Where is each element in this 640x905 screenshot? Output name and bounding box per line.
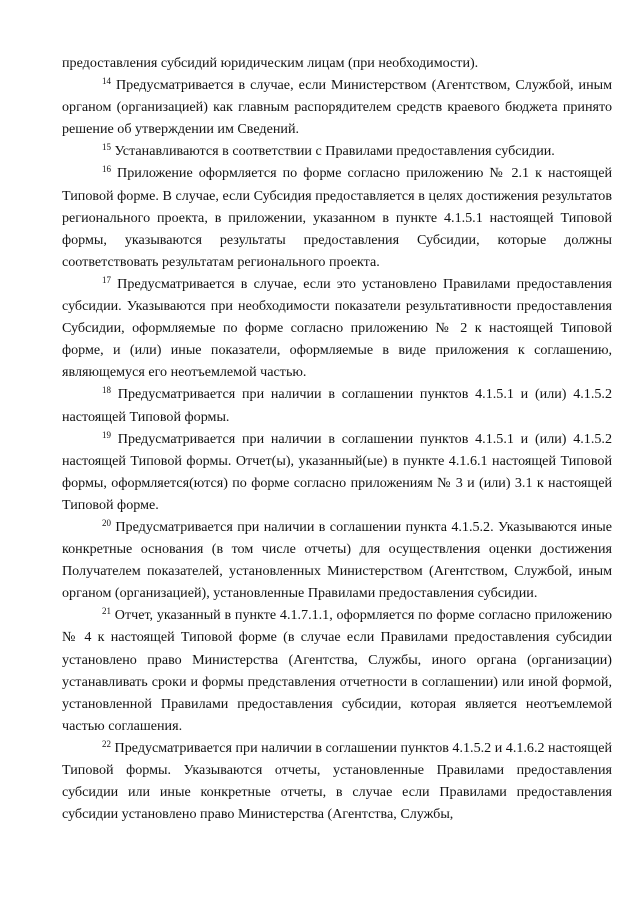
footnote-22 xyxy=(62,737,612,825)
footnote-text: Предусматривается в случае, если Министерством (Агентством, Службой, иным органом (организацией) как главным распорядителем средств краевого бюджета принято решение об утверждении им Сведений. xyxy=(62,77,612,138)
footnote-15 xyxy=(62,140,612,162)
footnote-number: 21 xyxy=(102,606,111,617)
footnote-text: Предусматривается в случае, если это установлено Правилами предоставления субсидии. Указываются при необходимости показатели результативности предоставления Субсидии, оформляемые по форме согласно приложению № 2 к настоящей Типовой форме, и (или) иные показатели, оформляемые в виде приложения к соглашению, являющемуся его неотъемлемой частью. xyxy=(62,275,612,381)
footnote-21 xyxy=(62,604,612,737)
footnote-text: Приложение оформляется по форме согласно приложению № 2.1 к настоящей Типовой форме. В случае, если Субсидия предоставляется в целях достижения результатов регионального проекта, в приложении, указанном в пункте 4.1.5.1 настоящей Типовой формы, указываются результаты предоставления Субсидии, которые должны соответствовать результатам регионального проекта. xyxy=(62,165,612,270)
footnote-20 xyxy=(62,516,612,604)
footnote-text: Предусматривается при наличии в соглашении пунктов 4.1.5.2 и 4.1.6.2 настоящей Типовой формы. Указываются отчеты, установленные Правилами предоставления субсидии или иные конкретные отчеты, в случае если Правилами предоставления субсидии установлено право Министерства (Агентства, Службы, xyxy=(62,739,612,823)
footnote-text: Устанавливаются в соответствии с Правилами предоставления субсидии. xyxy=(111,143,555,160)
footnote-number: 14 xyxy=(102,76,111,87)
document-page xyxy=(62,52,612,825)
paragraph-text: предоставления субсидий юридическим лицам (при необходимости). xyxy=(62,55,479,71)
footnote-17 xyxy=(62,273,612,383)
footnote-number: 20 xyxy=(102,517,111,528)
footnote-14 xyxy=(62,74,612,140)
footnote-number: 16 xyxy=(102,164,111,175)
footnote-text: Отчет, указанный в пункте 4.1.7.1.1, оформляется по форме согласно приложению № 4 к настоящей Типовой форме (в случае если Правилами предоставления субсидии установлено право Министерства (Агентства, Службы, иного органа (организации) устанавливать сроки и формы представления отчетности в соглашении) или иной формой, установленной Правилами предоставления субсидии, которая является неотъемлемой частью соглашения. xyxy=(62,607,612,734)
footnote-19 xyxy=(62,428,612,516)
footnote-number: 19 xyxy=(102,429,111,440)
footnote-text: Предусматривается при наличии в соглашении пункта 4.1.5.2. Указываются иные конкретные основания (в том числе отчеты) для осуществления оценки достижения Получателем показателей, установленных Министерством (Агентством, Службой, иным органом (организацией), установленные Правилами предоставления субсидии. xyxy=(62,518,612,602)
footnote-text: Предусматривается при наличии в соглашении пунктов 4.1.5.1 и (или) 4.1.5.2 настоящей Типовой формы. Отчет(ы), указанный(ые) в пункте 4.1.6.1 настоящей Типовой формы, оформляется(ются) по форме согласно приложениям № 3 и (или) 3.1 к настоящей Типовой форме. xyxy=(62,430,612,513)
footnote-number: 22 xyxy=(102,738,111,749)
footnote-number: 18 xyxy=(102,385,111,396)
footnote-text: Предусматривается при наличии в соглашении пунктов 4.1.5.1 и (или) 4.1.5.2 настоящей Типовой формы. xyxy=(62,386,612,425)
footnote-18 xyxy=(62,383,612,427)
footnote-number: 15 xyxy=(102,142,111,153)
footnote-number: 17 xyxy=(102,274,111,285)
paragraph-continuation xyxy=(62,52,612,74)
footnote-16 xyxy=(62,162,612,272)
